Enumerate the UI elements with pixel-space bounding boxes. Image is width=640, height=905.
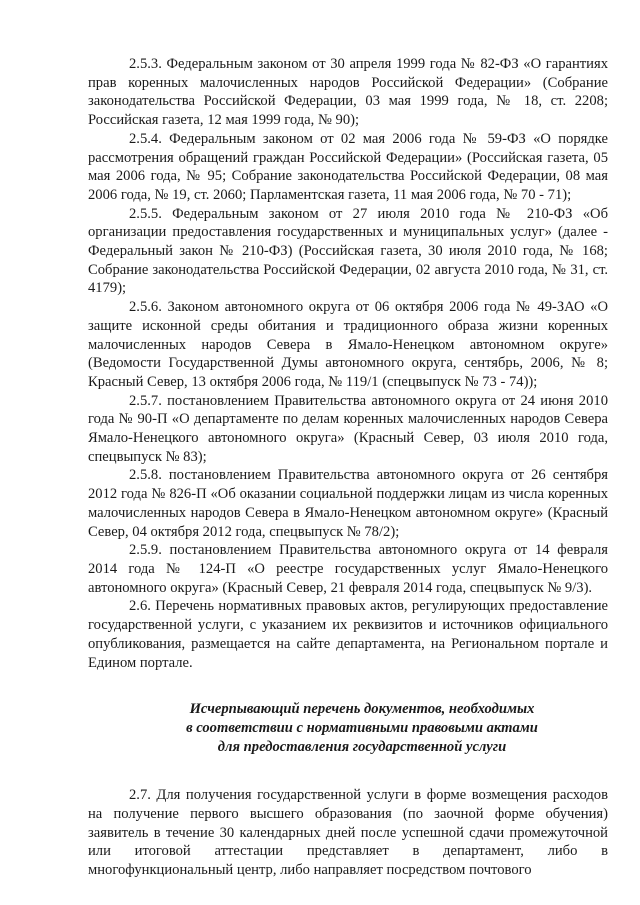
paragraph-2-5-5: 2.5.5. Федеральным законом от 27 июля 2010 года № 210-ФЗ «Об организации предоставления государственных и муниципальных услуг» (далее - Федеральный закон № 210-ФЗ) (Российская газета, 30 июля 2010 года, № 168; Собрание законодательства Российской Федерации, 02 августа 2010 года, № 31, ст. 4179); <box>88 205 608 297</box>
heading-line-1: Исчерпывающий перечень документов, необходимых <box>189 701 535 718</box>
document-page <box>88 55 608 880</box>
paragraph-2-5-9: 2.5.9. постановлением Правительства автономного округа от 14 февраля 2014 года № 124-П «О реестре государственных услуг Ямало-Ненецкого автономного округа» (Красный Север, 21 февраля 2014 года, спецвыпуск № 9/3). <box>88 542 608 596</box>
paragraph-2-5-8: 2.5.8. постановлением Правительства автономного округа от 26 сентября 2012 года № 826-П «Об оказании социальной поддержки лицам из числа коренных малочисленных народов Севера в Ямало-Ненецком автономном округе» (Красный Север, 04 октября 2012 года, спецвыпуск № 78/2); <box>88 467 608 540</box>
paragraph-2-7: 2.7. Для получения государственной услуги в форме возмещения расходов на получение первого высшего образования (по заочной форме обучения) заявитель в течение 30 календарных дней после успешной сдачи промежуточной или итоговой аттестации представляет в департамент, либо в многофункциональный центр, либо направляет посредством почтового <box>88 787 608 879</box>
heading-line-3: для предоставления государственной услуги <box>217 738 507 755</box>
paragraph-2-6: 2.6. Перечень нормативных правовых актов, регулирующих предоставление государственной услуги, с указанием их реквизитов и источников официального опубликования, размещается на сайте департамента, на Региональном портале и Едином портале. <box>88 598 608 671</box>
paragraph-2-5-7: 2.5.7. постановлением Правительства автономного округа от 24 июня 2010 года № 90-П «О департаменте по делам коренных малочисленных народов Севера Ямало-Ненецкого автономного округа» (Красный Север, 03 июля 2010 года, спецвыпуск № 83); <box>88 392 608 465</box>
heading-line-2: в соответствии с нормативными правовыми актами <box>186 719 538 736</box>
paragraph-2-5-4: 2.5.4. Федеральным законом от 02 мая 2006 года № 59-ФЗ «О порядке рассмотрения обращений граждан Российской Федерации» (Российская газета, 05 мая 2006 года, № 95; Собрание законодательства Российской Федерации, 08 мая 2006 года, № 19, ст. 2060; Парламентская газета, 11 мая 2006 года, № 70 - 71); <box>88 130 608 203</box>
paragraph-2-5-3: 2.5.3. Федеральным законом от 30 апреля 1999 года № 82-ФЗ «О гарантиях прав коренных малочисленных народов Российской Федерации» (Собрание законодательства Российской Федерации, 03 мая 1999 года, № 18, ст. 2208; Российская газета, 12 мая 1999 года, № 90); <box>88 56 608 129</box>
paragraph-2-5-6: 2.5.6. Законом автономного округа от 06 октября 2006 года № 49-ЗАО «О защите исконной среды обитания и традиционного образа жизни коренных малочисленных народов Севера в Ямало-Ненецком автономном округе» (Ведомости Государственной Думы автономного округа, сентябрь, 2006, № 8; Красный Север, 13 октября 2006 года, № 119/1 (спецвыпуск № 73 - 74)); <box>88 299 608 390</box>
section-heading <box>88 700 608 756</box>
